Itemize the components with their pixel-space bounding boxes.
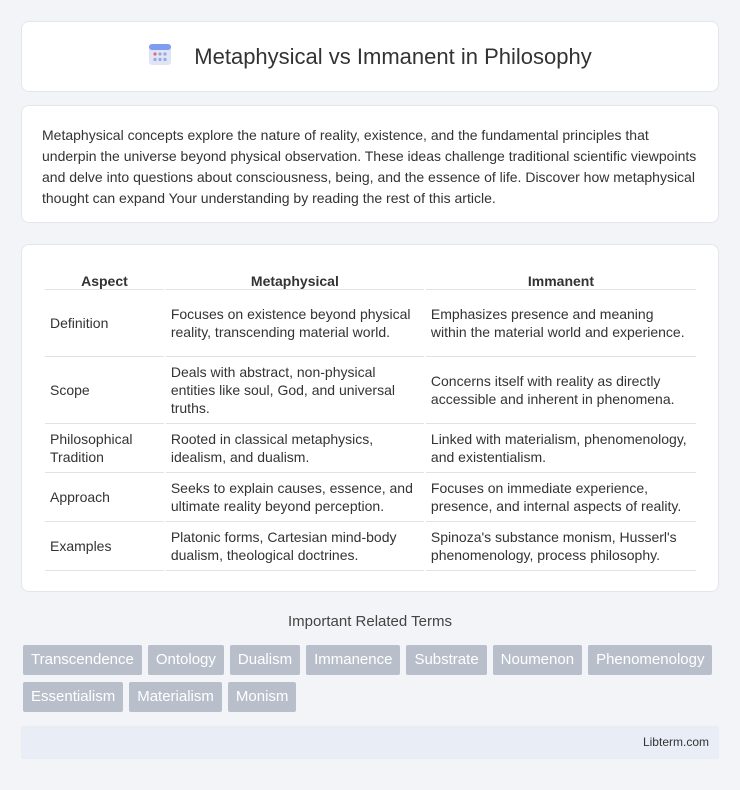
cell-metaphysical: Seeks to explain causes, essence, and ultimate reality beyond perception.: [166, 473, 424, 522]
intro-text: Metaphysical concepts explore the nature of reality, existence, and the fundamental principles that underpin the universe beyond physical observation. These ideas challenge traditional scientific viewpoints and delve into questions about consciousness, being, and the essence of life. Discover how metaphysical thought can expand Your understanding by reading the rest of this article.: [42, 127, 697, 206]
tag-substrate[interactable]: Substrate: [406, 645, 486, 675]
footer-site-link[interactable]: Libterm.com: [642, 735, 709, 749]
cell-aspect: Scope: [45, 357, 164, 424]
tag-essentialism[interactable]: Essentialism: [23, 682, 123, 712]
cell-metaphysical: Rooted in classical metaphysics, idealism, and dualism.: [166, 424, 424, 473]
cell-aspect: Definition: [45, 290, 164, 357]
table-row: [45, 290, 696, 357]
tag-ontology[interactable]: Ontology: [148, 645, 224, 675]
tag-monism[interactable]: Monism: [228, 682, 297, 712]
cell-metaphysical: Focuses on existence beyond physical reality, transcending material world.: [166, 290, 424, 357]
tag-transcendence[interactable]: Transcendence: [23, 645, 142, 675]
cell-metaphysical: Deals with abstract, non-physical entities like soul, God, and universal truths.: [166, 357, 424, 424]
tag-dualism[interactable]: Dualism: [230, 645, 300, 675]
table-row: [45, 357, 696, 424]
cell-immanent: Spinoza's substance monism, Husserl's phenomenology, process philosophy.: [426, 522, 696, 571]
page-title: Metaphysical vs Immanent in Philosophy: [194, 43, 592, 69]
tag-immanence[interactable]: Immanence: [306, 645, 400, 675]
comparison-table-card: [21, 244, 719, 592]
cell-aspect: Philosophical Tradition: [45, 424, 164, 473]
related-terms-list: [23, 645, 723, 712]
header-immanent: Immanent: [426, 267, 696, 290]
tag-noumenon[interactable]: Noumenon: [493, 645, 582, 675]
header-card: [21, 21, 719, 92]
calendar-grid-icon: [148, 42, 172, 71]
tag-phenomenology[interactable]: Phenomenology: [588, 645, 712, 675]
header-aspect: Aspect: [45, 267, 164, 290]
related-terms-title: Important Related Terms: [288, 613, 452, 630]
cell-metaphysical: Platonic forms, Cartesian mind-body dualism, theological doctrines.: [166, 522, 424, 571]
cell-immanent: Concerns itself with reality as directly accessible and inherent in phenomena.: [426, 357, 696, 424]
intro-card: [21, 105, 719, 223]
cell-aspect: Approach: [45, 473, 164, 522]
table-header-row: [45, 267, 696, 290]
table-row: [45, 424, 696, 473]
header-metaphysical: Metaphysical: [166, 267, 424, 290]
tag-materialism[interactable]: Materialism: [129, 682, 222, 712]
table-row: [45, 522, 696, 571]
comparison-table: [43, 267, 698, 571]
cell-aspect: Examples: [45, 522, 164, 571]
cell-immanent: Emphasizes presence and meaning within the material world and experience.: [426, 290, 696, 357]
table-row: [45, 473, 696, 522]
footer: [21, 726, 719, 759]
title-wrap: [148, 42, 591, 71]
cell-immanent: Linked with materialism, phenomenology, and existentialism.: [426, 424, 696, 473]
cell-immanent: Focuses on immediate experience, presence, and internal aspects of reality.: [426, 473, 696, 522]
